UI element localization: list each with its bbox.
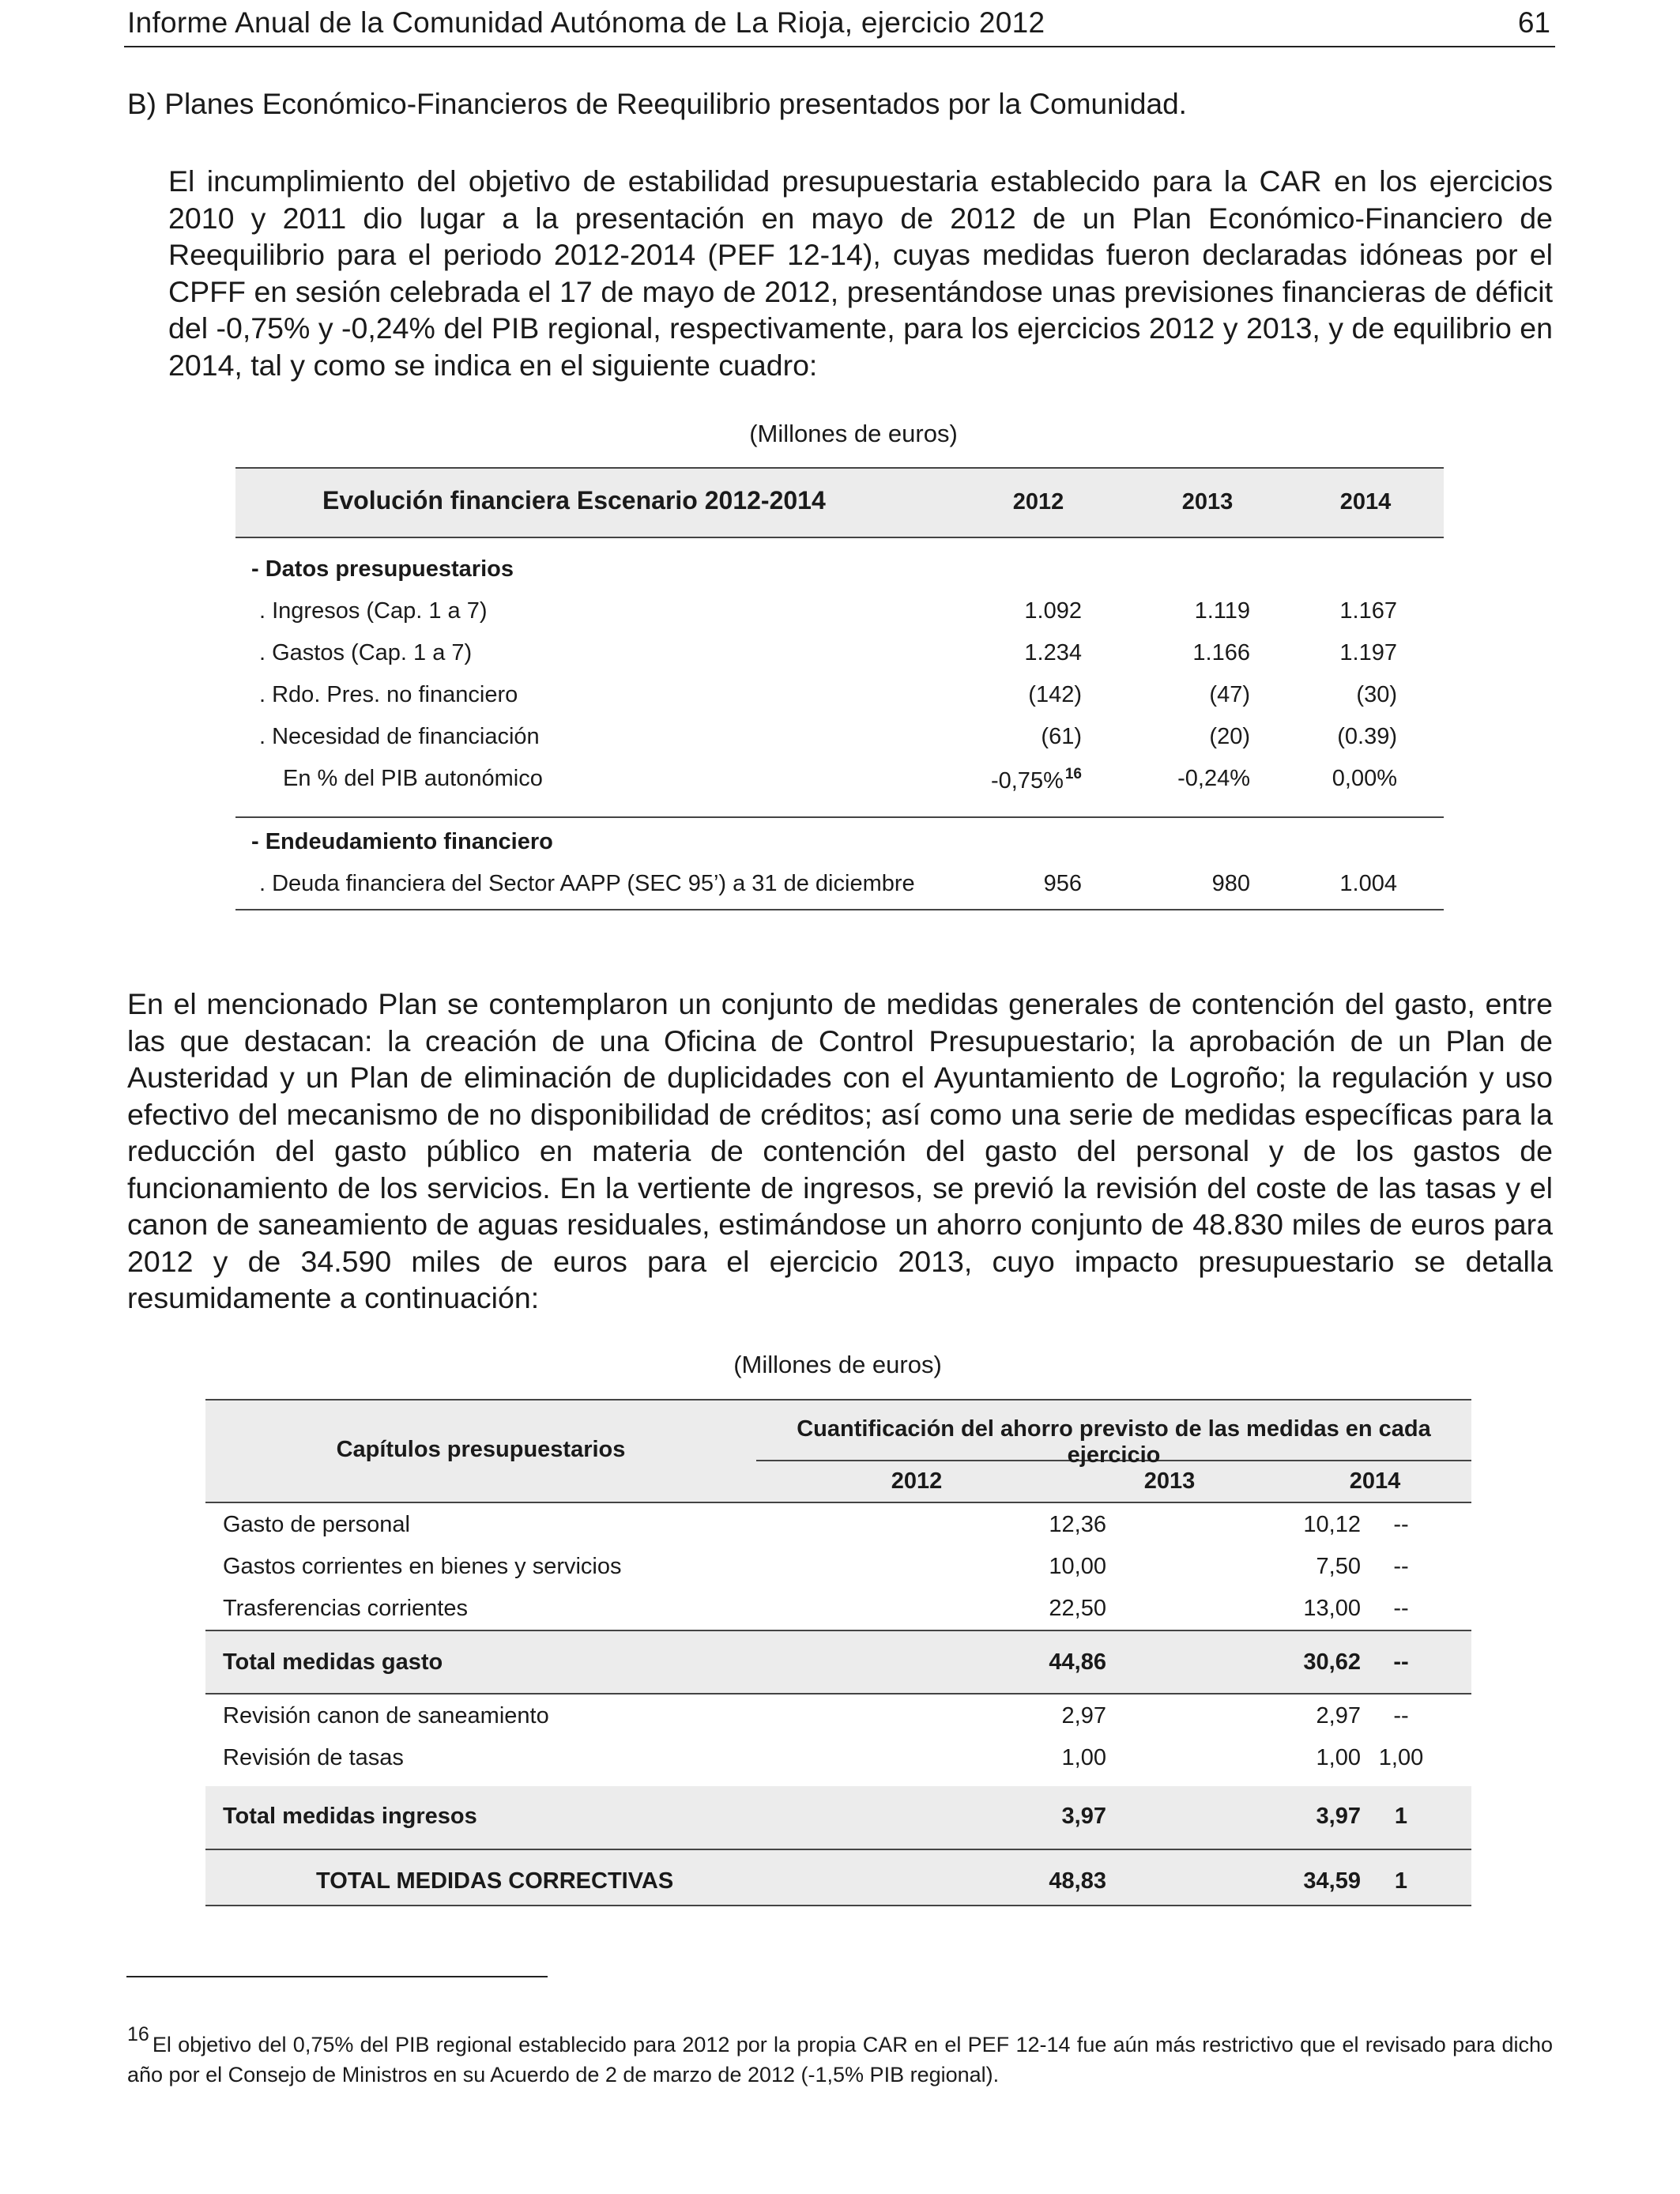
cell-2013: 1,00 [1316, 1745, 1361, 1770]
cell-2014: (30) [1356, 682, 1397, 707]
page-number: 61 [1517, 6, 1550, 39]
footnote-separator [126, 1976, 548, 1977]
cell-2013: 980 [1211, 871, 1250, 896]
cell-2013: (47) [1209, 682, 1250, 707]
table-row [235, 676, 1444, 718]
cell-2014: 1 [1394, 1868, 1408, 1894]
table1-section-debt [235, 823, 1444, 865]
cell-2012: 10,00 [1049, 1554, 1106, 1579]
row-label: Total medidas gasto [223, 1649, 443, 1675]
table2-header-rule [205, 1502, 1471, 1503]
cell-2014: -- [1393, 1703, 1409, 1728]
cell-2014: 1.004 [1339, 871, 1397, 896]
table-row [235, 718, 1444, 760]
row-label: Trasferencias corrientes [223, 1596, 468, 1621]
table1-bottom-rule [235, 909, 1444, 910]
cell-2014: -- [1393, 1512, 1409, 1537]
row-label: Revisión de tasas [223, 1745, 404, 1770]
table2-year-2014: 2014 [1349, 1468, 1401, 1494]
cell-value: -0,75% [990, 768, 1064, 794]
cell-2013: 1.166 [1192, 640, 1250, 665]
table1-divider [235, 816, 1444, 818]
cell-2013: (20) [1209, 724, 1250, 749]
paragraph-measures: En el mencionado Plan se contemplaron un conjunto de medidas generales de contención del gasto, entre las que destacan: la creación de una Oficina de Control Presupuestario; la aprobación de un Plan de Austeridad y un Plan de eliminación de duplicidades con el Ayuntamiento de Logroño; la regulación y uso efectivo del mecanismo de no disponibilidad de créditos; así como una serie de medidas específicas para la reducción del gasto público en materia de contención del gasto del personal y de los gastos de funcionamiento de los servicios. En la vertiente de ingresos, se previó la revisión del coste de las tasas y el canon de saneamiento de aguas residuales, estimándose un ahorro conjunto de 48.830 miles de euros para 2012 y de 34.590 miles de euros para el ejercicio 2013, cuyo impacto presupuestario se detalla resumidamente a continuación: [127, 987, 1553, 1314]
cell-2014: 1.197 [1339, 640, 1397, 665]
cell-2013: 10,12 [1303, 1512, 1361, 1537]
row-label: . Rdo. Pres. no financiero [259, 682, 518, 707]
footnote-number: 16 [127, 2023, 149, 2045]
running-header [124, 0, 1555, 47]
cell-2012: 1.234 [1024, 640, 1082, 665]
section-heading: B) Planes Económico-Financieros de Reequilibrio presentados por la Comunidad. [127, 88, 1187, 120]
row-label: Total medidas ingresos [223, 1804, 477, 1829]
section-label: - Datos presupuestarios [251, 556, 514, 582]
table2-top-rule [205, 1399, 1471, 1400]
cell-2012: (142) [1028, 682, 1082, 707]
cell-2012: 48,83 [1049, 1868, 1106, 1894]
row-label: . Ingresos (Cap. 1 a 7) [259, 598, 488, 624]
cell-2012 [991, 766, 1082, 794]
footnote-ref[interactable]: 16 [1064, 766, 1082, 782]
report-title: Informe Anual de la Comunidad Autónoma de La Rioja, ejercicio 2012 [127, 6, 1045, 39]
cell-2014: 1.167 [1339, 598, 1397, 624]
cell-2014: -- [1393, 1649, 1409, 1675]
col-header-chapters: Capítulos presupuestarios [336, 1437, 626, 1462]
footnote-text: El objetivo del 0,75% del PIB regional establecido para 2012 por la propia CAR en el PEF 12-14 fue aún más restrictivo que el revisado para dicho año por el Consejo de Ministros en su Acuerdo de 2 de marzo de 2012 (-1,5% PIB regional). [127, 2033, 1553, 2087]
table2-bottom-rule [205, 1905, 1471, 1906]
table1-title: Evolución financiera Escenario 2012-2014 [322, 486, 826, 515]
section-label: - Endeudamiento financiero [251, 829, 553, 854]
cell-2014: -- [1393, 1596, 1409, 1621]
table1-header [235, 467, 1444, 538]
row-label: . Necesidad de financiación [259, 724, 540, 749]
rule [205, 1693, 1471, 1695]
cell-2013: 7,50 [1316, 1554, 1361, 1579]
group-header-savings: Cuantificación del ahorro previsto de las medidas en cada ejercicio [797, 1416, 1431, 1468]
cell-2014: 1 [1394, 1804, 1408, 1829]
cell-2014: 0,00% [1332, 766, 1397, 791]
cell-2014: -- [1393, 1554, 1409, 1579]
table-row [235, 592, 1444, 634]
table-row [235, 760, 1444, 801]
table1-year-2014: 2014 [1339, 489, 1392, 515]
cell-2013: 2,97 [1316, 1703, 1361, 1728]
savings-measures-table [205, 1399, 1471, 1905]
cell-2012: (61) [1041, 724, 1082, 749]
table1-section-budget [235, 550, 1444, 592]
footnote [127, 2019, 1553, 2090]
table2-caption: (Millones de euros) [733, 1351, 942, 1378]
paragraph-intro: El incumplimiento del objetivo de estabilidad presupuestaria establecido para la CAR en los ejercicios 2010 y 2011 dio lugar a la presentación en mayo de 2012 de un Plan Económico-Financiero de Reequilibrio para el periodo 2012-2014 (PEF 12-14), cuyas medidas fueron declaradas idóneas por el CPFF en sesión celebrada el 17 de mayo de 2012, presentándose unas previsiones financieras de déficit del -0,75% y -0,24% del PIB regional, respectivamente, para los ejercicios 2012 y 2013, y de equilibrio en 2014, tal y como se indica en el siguiente cuadro: [168, 164, 1553, 382]
cell-2012: 22,50 [1049, 1596, 1106, 1621]
row-label: . Deuda financiera del Sector AAPP (SEC 95’) a 31 de diciembre [259, 871, 915, 896]
cell-2012: 1.092 [1024, 598, 1082, 624]
cell-2012: 2,97 [1061, 1703, 1106, 1728]
cell-2013: -0,24% [1177, 766, 1250, 791]
cell-2013: 3,97 [1316, 1804, 1361, 1829]
table2-year-2013: 2013 [1143, 1468, 1196, 1494]
table1-year-2012: 2012 [1012, 489, 1064, 515]
cell-2014: 1,00 [1378, 1745, 1424, 1770]
table-row [235, 865, 1444, 907]
table2-year-2012: 2012 [891, 1468, 943, 1494]
row-label: Gastos corrientes en bienes y servicios [223, 1554, 622, 1579]
rule [205, 1849, 1471, 1850]
row-label: Gasto de personal [223, 1512, 410, 1537]
cell-2013: 1.119 [1194, 598, 1250, 624]
table-row [235, 634, 1444, 676]
cell-2013: 34,59 [1303, 1868, 1361, 1894]
cell-2012: 956 [1043, 871, 1082, 896]
row-label: En % del PIB autonómico [283, 766, 543, 791]
cell-2012: 1,00 [1061, 1745, 1106, 1770]
cell-2012: 44,86 [1049, 1649, 1106, 1675]
table1-caption: (Millones de euros) [749, 420, 958, 447]
cell-2013: 13,00 [1303, 1596, 1361, 1621]
cell-2014: (0.39) [1337, 724, 1397, 749]
rule [205, 1630, 1471, 1631]
table1-year-2013: 2013 [1181, 489, 1234, 515]
cell-2013: 30,62 [1303, 1649, 1361, 1675]
row-label: Revisión canon de saneamiento [223, 1703, 549, 1728]
cell-2012: 3,97 [1061, 1804, 1106, 1829]
cell-2012: 12,36 [1049, 1512, 1106, 1537]
row-label: . Gastos (Cap. 1 a 7) [259, 640, 473, 665]
row-label: TOTAL MEDIDAS CORRECTIVAS [316, 1868, 674, 1894]
